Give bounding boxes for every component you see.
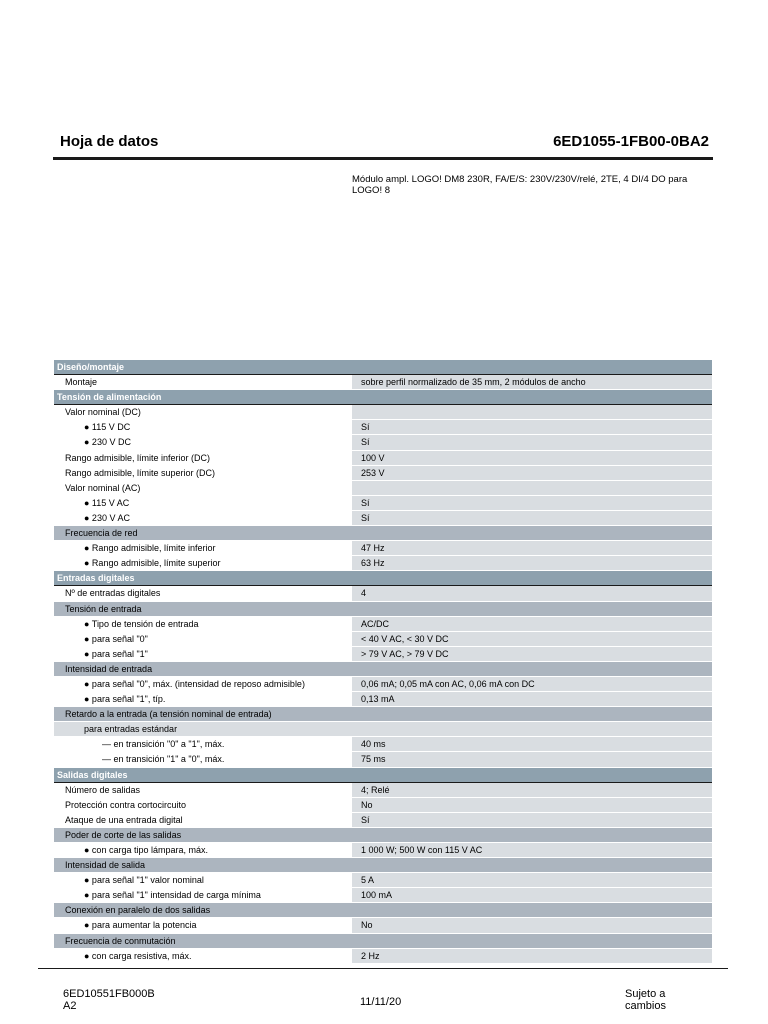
table-row bbox=[54, 858, 712, 873]
row-label: ● con carga resistiva, máx. bbox=[54, 949, 352, 963]
table-row bbox=[54, 435, 712, 450]
row-value: 2 Hz bbox=[352, 949, 712, 963]
row-label: ● para señal "1" intensidad de carga mínima bbox=[54, 888, 352, 902]
row-label: ● 115 V AC bbox=[54, 496, 352, 510]
row-label: Frecuencia de red bbox=[65, 528, 138, 539]
table-row bbox=[54, 903, 712, 918]
table-row bbox=[54, 949, 712, 964]
row-value bbox=[352, 707, 712, 721]
table-row bbox=[54, 918, 712, 933]
section-header bbox=[54, 768, 712, 783]
footer-divider bbox=[38, 968, 728, 969]
row-value: Sí bbox=[352, 496, 712, 510]
table-row bbox=[54, 828, 712, 843]
row-value: Sí bbox=[352, 420, 712, 434]
table-row bbox=[54, 541, 712, 556]
table-row bbox=[54, 647, 712, 662]
row-label: Rango admisible, límite superior (DC) bbox=[54, 466, 352, 480]
row-value bbox=[352, 858, 712, 872]
row-label: ● para señal "1", típ. bbox=[54, 692, 352, 706]
row-label: — en transición "0" a "1", máx. bbox=[54, 737, 352, 751]
row-value bbox=[352, 768, 712, 782]
table-row bbox=[54, 526, 712, 541]
row-label: Entradas digitales bbox=[57, 573, 135, 584]
table-row bbox=[54, 481, 712, 496]
table-row bbox=[54, 617, 712, 632]
row-value: 1 000 W; 500 W con 115 V AC bbox=[352, 843, 712, 857]
row-value bbox=[352, 481, 712, 495]
table-row bbox=[54, 692, 712, 707]
table-row bbox=[54, 873, 712, 888]
table-row bbox=[54, 466, 712, 481]
row-value: 253 V bbox=[352, 466, 712, 480]
footer-note: Sujeto a cambios bbox=[625, 988, 666, 1012]
table-row bbox=[54, 451, 712, 466]
row-label: Intensidad de salida bbox=[65, 860, 146, 871]
row-value: Sí bbox=[352, 435, 712, 449]
table-row bbox=[54, 722, 712, 737]
row-value: 75 ms bbox=[352, 752, 712, 766]
table-row bbox=[54, 496, 712, 511]
table-row bbox=[54, 783, 712, 798]
row-value bbox=[352, 526, 712, 540]
row-value: 0,13 mA bbox=[352, 692, 712, 706]
row-label: ● 115 V DC bbox=[54, 420, 352, 434]
product-description: Módulo ampl. LOGO! DM8 230R, FA/E/S: 230V/230V/relé, 2TE, 4 DI/4 DO para LOGO! 8 bbox=[352, 174, 688, 196]
row-value: > 79 V AC, > 79 V DC bbox=[352, 647, 712, 661]
footer-order-number: 6ED10551FB000B A2 bbox=[63, 988, 155, 1012]
row-label: Tensión de entrada bbox=[65, 603, 142, 614]
row-label: ● para señal "1" bbox=[54, 647, 352, 661]
row-value bbox=[352, 722, 712, 736]
row-value bbox=[352, 360, 712, 374]
row-label: — en transición "1" a "0", máx. bbox=[54, 752, 352, 766]
row-value: Sí bbox=[352, 813, 712, 827]
row-label: Poder de corte de las salidas bbox=[65, 829, 182, 840]
table-row bbox=[54, 813, 712, 828]
row-value: 4 bbox=[352, 586, 712, 600]
row-value bbox=[352, 903, 712, 917]
row-value: 63 Hz bbox=[352, 556, 712, 570]
row-value: < 40 V AC, < 30 V DC bbox=[352, 632, 712, 646]
row-value: 47 Hz bbox=[352, 541, 712, 555]
table-row bbox=[54, 405, 712, 420]
spec-table bbox=[54, 360, 712, 964]
row-label: ● 230 V AC bbox=[54, 511, 352, 525]
row-value: sobre perfil normalizado de 35 mm, 2 módulos de ancho bbox=[352, 375, 712, 389]
table-row bbox=[54, 662, 712, 677]
row-value: Sí bbox=[352, 511, 712, 525]
table-row bbox=[54, 934, 712, 949]
row-label: Valor nominal (DC) bbox=[54, 405, 352, 419]
table-row bbox=[54, 888, 712, 903]
row-label: ● 230 V DC bbox=[54, 435, 352, 449]
row-label: Diseño/montaje bbox=[57, 362, 125, 372]
row-value bbox=[352, 934, 712, 948]
row-label: Retardo a la entrada (a tensión nominal de entrada) bbox=[65, 709, 272, 720]
row-label: Rango admisible, límite inferior (DC) bbox=[54, 451, 352, 465]
table-row bbox=[54, 602, 712, 617]
table-row bbox=[54, 375, 712, 390]
row-value: No bbox=[352, 918, 712, 932]
row-value bbox=[352, 571, 712, 585]
row-label: ● con carga tipo lámpara, máx. bbox=[54, 843, 352, 857]
row-label: Ataque de una entrada digital bbox=[54, 813, 352, 827]
row-label: ● para señal "0" bbox=[54, 632, 352, 646]
row-value bbox=[352, 662, 712, 676]
row-label: Montaje bbox=[54, 375, 352, 389]
row-label: ● para señal "1" valor nominal bbox=[54, 873, 352, 887]
table-row bbox=[54, 737, 712, 752]
row-value bbox=[352, 828, 712, 842]
row-value: 40 ms bbox=[352, 737, 712, 751]
row-value: AC/DC bbox=[352, 617, 712, 631]
table-row bbox=[54, 586, 712, 601]
row-value: 0,06 mA; 0,05 mA con AC, 0,06 mA con DC bbox=[352, 677, 712, 691]
row-label: ● para aumentar la potencia bbox=[54, 918, 352, 932]
row-label: Frecuencia de conmutación bbox=[65, 935, 176, 946]
table-row bbox=[54, 752, 712, 767]
row-label: Conexión en paralelo de dos salidas bbox=[65, 905, 211, 916]
row-label: ● Rango admisible, límite superior bbox=[54, 556, 352, 570]
row-label: ● para señal "0", máx. (intensidad de reposo admisible) bbox=[54, 677, 352, 691]
section-header bbox=[54, 360, 712, 375]
row-label: ● Rango admisible, límite inferior bbox=[54, 541, 352, 555]
footer-date: 11/11/20 bbox=[360, 996, 402, 1008]
page-title: Hoja de datos bbox=[60, 133, 159, 150]
row-value bbox=[352, 405, 712, 419]
table-row bbox=[54, 632, 712, 647]
row-label: Valor nominal (AC) bbox=[54, 481, 352, 495]
section-header bbox=[54, 571, 712, 586]
row-value: 100 V bbox=[352, 451, 712, 465]
table-row bbox=[54, 798, 712, 813]
row-label: Intensidad de entrada bbox=[65, 663, 153, 674]
row-label: Salidas digitales bbox=[57, 769, 128, 780]
row-value bbox=[352, 390, 712, 404]
table-row bbox=[54, 677, 712, 692]
table-row bbox=[54, 420, 712, 435]
row-value: 100 mA bbox=[352, 888, 712, 902]
row-value bbox=[352, 602, 712, 616]
row-label: para entradas estándar bbox=[84, 724, 178, 735]
product-code: 6ED1055-1FB00-0BA2 bbox=[553, 133, 709, 150]
row-label: Número de salidas bbox=[54, 783, 352, 797]
document-header bbox=[53, 133, 713, 160]
table-row bbox=[54, 707, 712, 722]
row-label: Protección contra cortocircuito bbox=[54, 798, 352, 812]
section-header bbox=[54, 390, 712, 405]
table-row bbox=[54, 556, 712, 571]
row-label: Tensión de alimentación bbox=[57, 392, 162, 403]
row-label: Nº de entradas digitales bbox=[54, 586, 352, 600]
row-label: ● Tipo de tensión de entrada bbox=[54, 617, 352, 631]
row-value: 4; Relé bbox=[352, 783, 712, 797]
table-row bbox=[54, 843, 712, 858]
row-value: 5 A bbox=[352, 873, 712, 887]
row-value: No bbox=[352, 798, 712, 812]
table-row bbox=[54, 511, 712, 526]
